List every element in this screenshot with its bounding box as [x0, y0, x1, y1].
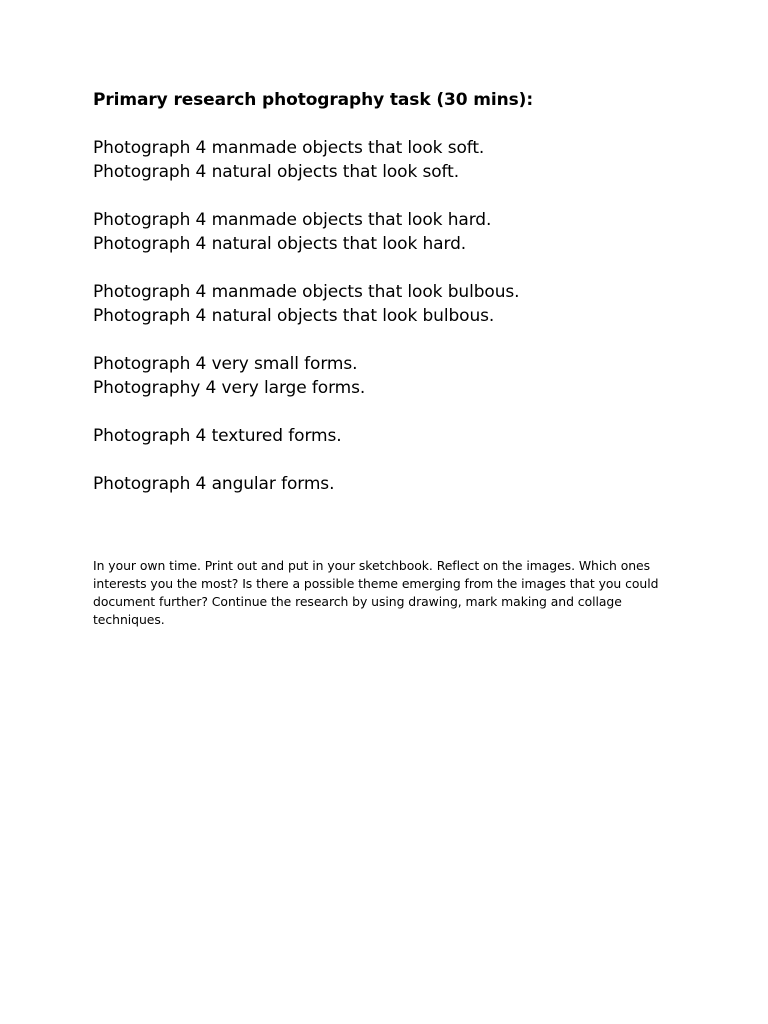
task-line: Photograph 4 natural objects that look soft. [93, 162, 460, 182]
task-line: Photograph 4 natural objects that look bulbous. [93, 306, 495, 326]
task-line: Photograph 4 manmade objects that look hard. [93, 210, 492, 230]
task-group-soft [93, 136, 683, 184]
task-line: Photograph 4 angular forms. [93, 474, 335, 494]
task-line: Photograph 4 natural objects that look hard. [93, 234, 467, 254]
task-line: Photograph 4 textured forms. [93, 426, 342, 446]
task-line: Photograph 4 manmade objects that look soft. [93, 138, 485, 158]
task-line: Photograph 4 manmade objects that look bulbous. [93, 282, 520, 302]
task-line: Photograph 4 very small forms. [93, 354, 358, 374]
task-group-bulbous [93, 280, 683, 328]
task-group-angular [93, 472, 683, 496]
task-group-size [93, 352, 683, 400]
homework-note: In your own time. Print out and put in your sketchbook. Reflect on the images. Which ones interests you the most? Is there a possible theme emerging from the images that you could document further? Continue the research by using drawing, mark making and collage techniques. [93, 558, 659, 627]
task-group-textured [93, 424, 683, 448]
task-content [93, 88, 683, 496]
task-title: Primary research photography task (30 mins): [93, 90, 534, 110]
task-group-hard [93, 208, 683, 256]
task-line: Photography 4 very large forms. [93, 378, 366, 398]
